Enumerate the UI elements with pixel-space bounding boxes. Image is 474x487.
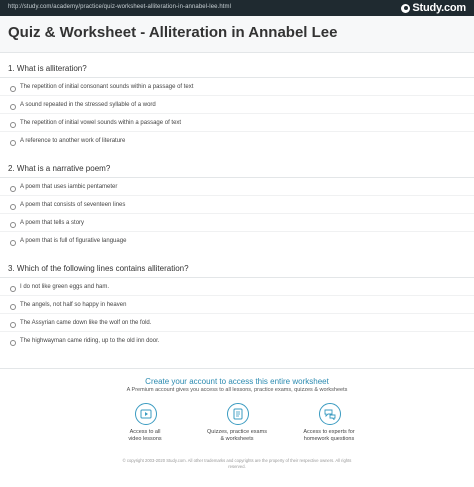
answer-option[interactable] xyxy=(0,283,474,300)
copyright-line: © copyright 2003-2020 Study.com. All other trademarks and copyrights are the property of their respective owners. All rights xyxy=(122,458,352,463)
radio-button[interactable] xyxy=(10,186,16,192)
question-label: 1. What is alliteration? xyxy=(8,64,87,73)
feature-line: Access to experts for xyxy=(303,429,355,435)
radio-button[interactable] xyxy=(10,86,16,92)
study-logo[interactable] xyxy=(401,1,466,15)
answer-text: A poem that tells a story xyxy=(20,220,85,226)
copyright-line: reserved. xyxy=(228,464,246,469)
radio-button[interactable] xyxy=(10,322,16,328)
answer-text: A poem that is full of figurative language xyxy=(20,238,127,244)
answer-text: A poem that consists of seventeen lines xyxy=(20,202,126,208)
answer-text: The angels, not half so happy in heaven xyxy=(20,302,127,308)
feature-line: Access to all xyxy=(129,429,161,435)
divider xyxy=(0,313,474,314)
question-label: 3. Which of the following lines contains alliteration? xyxy=(8,264,189,273)
answer-text: The repetition of initial consonant sounds within a passage of text xyxy=(20,84,194,90)
divider xyxy=(0,131,474,132)
answer-option[interactable] xyxy=(0,137,474,154)
footer-copyright xyxy=(0,458,474,470)
answer-option[interactable] xyxy=(0,119,474,136)
answer-option[interactable] xyxy=(0,201,474,218)
radio-button[interactable] xyxy=(10,122,16,128)
page-url[interactable]: http://study.com/academy/practice/quiz-worksheet-alliteration-in-annabel-lee.html xyxy=(8,4,232,10)
feature-line: homework questions xyxy=(303,436,355,442)
divider xyxy=(0,231,474,232)
radio-button[interactable] xyxy=(10,140,16,146)
answer-text: A sound repeated in the stressed syllable of a word xyxy=(20,102,156,108)
divider xyxy=(0,77,474,78)
video-lessons-icon xyxy=(135,403,157,425)
divider xyxy=(0,331,474,332)
page-title: Quiz & Worksheet - Alliteration in Annabel Lee xyxy=(8,24,338,41)
answer-text: The Assyrian came down like the wolf on the fold. xyxy=(20,320,152,326)
feature-label xyxy=(274,429,384,443)
answer-option[interactable] xyxy=(0,237,474,254)
answer-text: The repetition of initial vowel sounds within a passage of text xyxy=(20,120,182,126)
top-bar xyxy=(0,0,474,16)
answer-option[interactable] xyxy=(0,83,474,100)
answer-text: A reference to another work of literature xyxy=(20,138,126,144)
feature-line: Quizzes, practice exams xyxy=(207,429,267,435)
divider xyxy=(0,177,474,178)
radio-button[interactable] xyxy=(10,340,16,346)
answer-option[interactable] xyxy=(0,301,474,318)
feature-line: & worksheets xyxy=(220,436,254,442)
answer-option[interactable] xyxy=(0,219,474,236)
radio-button[interactable] xyxy=(10,304,16,310)
radio-button[interactable] xyxy=(10,222,16,228)
answer-option[interactable] xyxy=(0,337,474,354)
answer-option[interactable] xyxy=(0,101,474,118)
radio-button[interactable] xyxy=(10,204,16,210)
answer-text: The highwayman came riding, up to the old inn door. xyxy=(20,338,160,344)
divider xyxy=(0,195,474,196)
cta-title[interactable]: Create your account to access this entire worksheet xyxy=(145,377,329,386)
logo-icon xyxy=(401,4,410,13)
answer-text: A poem that uses iambic pentameter xyxy=(20,184,118,190)
feature-line: video lessons xyxy=(128,436,162,442)
divider xyxy=(0,277,474,278)
divider xyxy=(0,113,474,114)
radio-button[interactable] xyxy=(10,104,16,110)
cta-subtitle: A Premium account gives you access to all lessons, practice exams, quizzes & worksheets xyxy=(126,387,348,393)
radio-button[interactable] xyxy=(10,286,16,292)
radio-button[interactable] xyxy=(10,240,16,246)
divider xyxy=(0,295,474,296)
experts-icon xyxy=(319,403,341,425)
answer-option[interactable] xyxy=(0,319,474,336)
answer-text: I do not like green eggs and ham. xyxy=(20,284,110,290)
question-label: 2. What is a narrative poem? xyxy=(8,164,111,173)
answer-option[interactable] xyxy=(0,183,474,200)
divider xyxy=(0,95,474,96)
logo-text: Study.com xyxy=(412,2,466,14)
quizzes-icon xyxy=(227,403,249,425)
divider xyxy=(0,213,474,214)
